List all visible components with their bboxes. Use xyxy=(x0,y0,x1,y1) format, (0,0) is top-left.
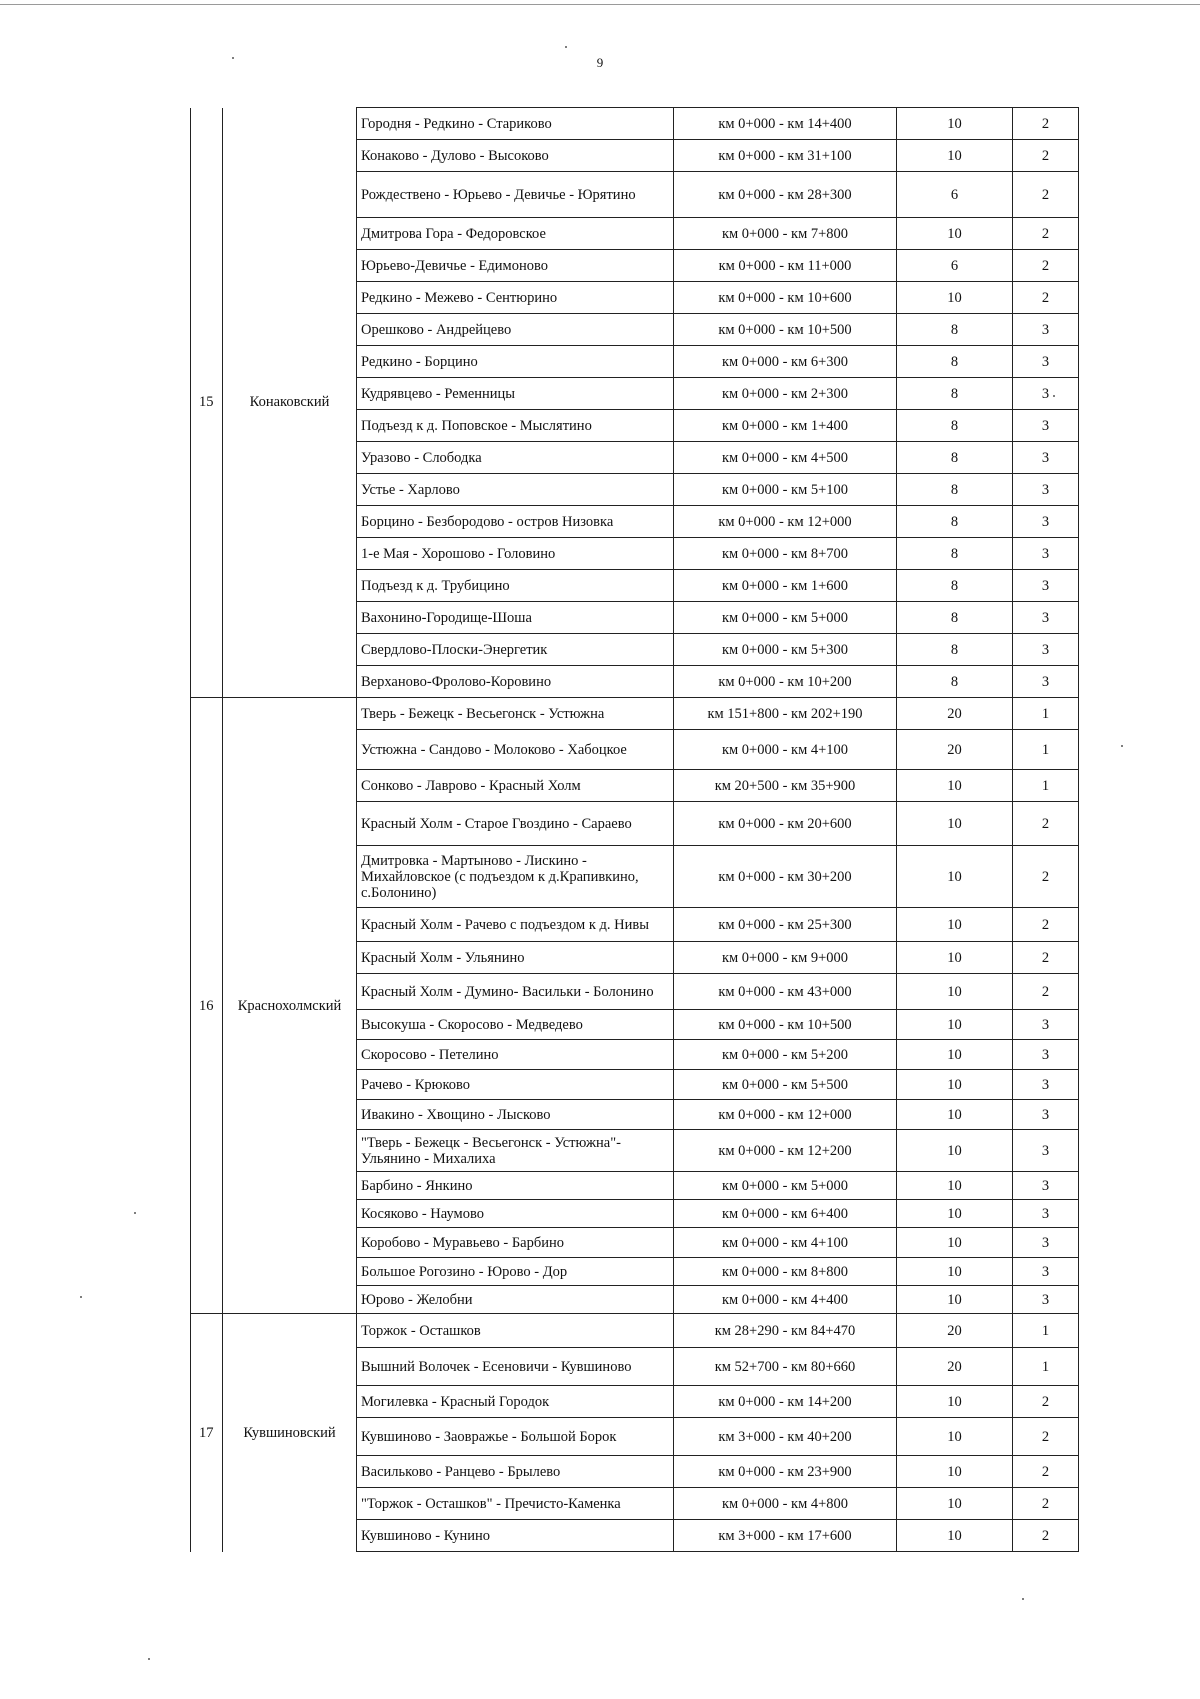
scan-edge xyxy=(0,4,1200,5)
category-cell: 3 xyxy=(1013,314,1079,346)
width-cell: 10 xyxy=(897,1488,1013,1520)
category-cell: 2 xyxy=(1013,1520,1079,1552)
width-cell: 8 xyxy=(897,570,1013,602)
km-range-cell: км 0+000 - км 2+300 xyxy=(674,378,897,410)
road-name-cell: Торжок - Осташков xyxy=(357,1314,674,1348)
category-cell: 2 xyxy=(1013,1456,1079,1488)
page-number: 9 xyxy=(596,55,604,70)
km-range-cell: км 0+000 - км 4+500 xyxy=(674,442,897,474)
road-name-cell: Кувшиново - Заовражье - Большой Борок xyxy=(357,1418,674,1456)
road-name-cell: Дмитрова Гора - Федоровское xyxy=(357,218,674,250)
width-cell: 10 xyxy=(897,108,1013,140)
category-cell: 3 xyxy=(1013,1040,1079,1070)
category-cell: 2 xyxy=(1013,282,1079,314)
width-cell: 8 xyxy=(897,442,1013,474)
category-cell: 3 xyxy=(1013,474,1079,506)
km-range-cell: км 0+000 - км 5+000 xyxy=(674,602,897,634)
width-cell: 10 xyxy=(897,282,1013,314)
width-cell: 10 xyxy=(897,1258,1013,1286)
width-cell: 10 xyxy=(897,942,1013,974)
road-name-cell: Васильково - Ранцево - Брылево xyxy=(357,1456,674,1488)
category-cell: 3 xyxy=(1013,538,1079,570)
km-range-cell: км 0+000 - км 14+400 xyxy=(674,108,897,140)
km-range-cell: км 0+000 - км 12+000 xyxy=(674,506,897,538)
km-range-cell: км 0+000 - км 4+800 xyxy=(674,1488,897,1520)
road-name-cell: Подъезд к д. Трубицино xyxy=(357,570,674,602)
road-name-cell: Коробово - Муравьево - Барбино xyxy=(357,1228,674,1258)
scan-speck xyxy=(1121,745,1123,747)
scan-speck xyxy=(1053,395,1055,397)
km-range-cell: км 0+000 - км 10+200 xyxy=(674,666,897,698)
road-name-cell: "Торжок - Осташков" - Пречисто-Каменка xyxy=(357,1488,674,1520)
category-cell: 1 xyxy=(1013,1314,1079,1348)
road-name-cell: Редкино - Межево - Сентюрино xyxy=(357,282,674,314)
road-name-cell: Красный Холм - Рачево с подъездом к д. Нивы xyxy=(357,908,674,942)
road-name-cell: Юрово - Желобни xyxy=(357,1286,674,1314)
km-range-cell: км 0+000 - км 14+200 xyxy=(674,1386,897,1418)
category-cell: 2 xyxy=(1013,250,1079,282)
width-cell: 8 xyxy=(897,506,1013,538)
category-cell: 3 xyxy=(1013,1228,1079,1258)
category-cell: 3 xyxy=(1013,410,1079,442)
width-cell: 8 xyxy=(897,538,1013,570)
km-range-cell: км 0+000 - км 6+400 xyxy=(674,1200,897,1228)
road-name-cell: Конаково - Дулово - Высоково xyxy=(357,140,674,172)
category-cell: 1 xyxy=(1013,730,1079,770)
km-range-cell: км 0+000 - км 10+500 xyxy=(674,314,897,346)
road-name-cell: Большое Рогозино - Юрово - Дор xyxy=(357,1258,674,1286)
km-range-cell: км 151+800 - км 202+190 xyxy=(674,698,897,730)
category-cell: 3 xyxy=(1013,506,1079,538)
road-name-cell: Тверь - Бежецк - Весьегонск - Устюжна xyxy=(357,698,674,730)
scan-speck xyxy=(1022,1598,1024,1600)
width-cell: 8 xyxy=(897,314,1013,346)
width-cell: 10 xyxy=(897,1130,1013,1172)
km-range-cell: км 0+000 - км 4+100 xyxy=(674,730,897,770)
km-range-cell: км 0+000 - км 23+900 xyxy=(674,1456,897,1488)
category-cell: 2 xyxy=(1013,108,1079,140)
km-range-cell: км 0+000 - км 7+800 xyxy=(674,218,897,250)
road-name-cell: Высокуша - Скоросово - Медведево xyxy=(357,1010,674,1040)
road-name-cell: Барбино - Янкино xyxy=(357,1172,674,1200)
category-cell: 3 xyxy=(1013,570,1079,602)
category-cell: 2 xyxy=(1013,218,1079,250)
category-cell: 2 xyxy=(1013,1386,1079,1418)
road-name-cell: Кудрявцево - Ременницы xyxy=(357,378,674,410)
scan-speck xyxy=(232,57,234,59)
district-number-cell: 15 xyxy=(191,108,223,698)
road-name-cell: Устье - Харлово xyxy=(357,474,674,506)
category-cell: 3 xyxy=(1013,666,1079,698)
road-name-cell: Вахонино-Городище-Шоша xyxy=(357,602,674,634)
width-cell: 10 xyxy=(897,1200,1013,1228)
km-range-cell: км 0+000 - км 1+600 xyxy=(674,570,897,602)
km-range-cell: км 0+000 - км 12+200 xyxy=(674,1130,897,1172)
width-cell: 10 xyxy=(897,1386,1013,1418)
km-range-cell: км 0+000 - км 5+500 xyxy=(674,1070,897,1100)
road-name-cell: Скоросово - Петелино xyxy=(357,1040,674,1070)
category-cell: 1 xyxy=(1013,698,1079,730)
km-range-cell: км 0+000 - км 12+000 xyxy=(674,1100,897,1130)
category-cell: 3 xyxy=(1013,1172,1079,1200)
width-cell: 10 xyxy=(897,1070,1013,1100)
category-cell: 2 xyxy=(1013,172,1079,218)
km-range-cell: км 0+000 - км 43+000 xyxy=(674,974,897,1010)
km-range-cell: км 52+700 - км 80+660 xyxy=(674,1348,897,1386)
table-row xyxy=(191,1314,1079,1348)
km-range-cell: км 0+000 - км 5+200 xyxy=(674,1040,897,1070)
category-cell: 1 xyxy=(1013,1348,1079,1386)
category-cell: 3 xyxy=(1013,1286,1079,1314)
category-cell: 3 xyxy=(1013,346,1079,378)
scan-speck xyxy=(134,1212,136,1214)
width-cell: 8 xyxy=(897,410,1013,442)
scan-speck xyxy=(148,1658,150,1660)
district-number-cell: 16 xyxy=(191,698,223,1314)
road-name-cell: Устюжна - Сандово - Молоково - Хабоцкое xyxy=(357,730,674,770)
category-cell: 2 xyxy=(1013,802,1079,846)
road-name-cell: Красный Холм - Старое Гвоздино - Сараево xyxy=(357,802,674,846)
road-name-cell: Могилевка - Красный Городок xyxy=(357,1386,674,1418)
width-cell: 10 xyxy=(897,1456,1013,1488)
width-cell: 10 xyxy=(897,1520,1013,1552)
table-row xyxy=(191,698,1079,730)
km-range-cell: км 0+000 - км 5+300 xyxy=(674,634,897,666)
km-range-cell: км 0+000 - км 6+300 xyxy=(674,346,897,378)
district-name-cell: Кувшиновский xyxy=(223,1314,357,1552)
road-name-cell: Косяково - Наумово xyxy=(357,1200,674,1228)
table-row xyxy=(191,108,1079,140)
road-name-cell: Красный Холм - Ульянино xyxy=(357,942,674,974)
width-cell: 8 xyxy=(897,602,1013,634)
category-cell: 3 xyxy=(1013,1258,1079,1286)
km-range-cell: км 0+000 - км 8+700 xyxy=(674,538,897,570)
width-cell: 10 xyxy=(897,974,1013,1010)
km-range-cell: км 0+000 - км 30+200 xyxy=(674,846,897,908)
category-cell: 3 xyxy=(1013,442,1079,474)
category-cell: 3 xyxy=(1013,1130,1079,1172)
road-name-cell: Сонково - Лаврово - Красный Холм xyxy=(357,770,674,802)
category-cell: 1 xyxy=(1013,770,1079,802)
width-cell: 8 xyxy=(897,346,1013,378)
roads-table xyxy=(190,107,1079,1552)
width-cell: 10 xyxy=(897,1286,1013,1314)
width-cell: 10 xyxy=(897,1228,1013,1258)
km-range-cell: км 0+000 - км 31+100 xyxy=(674,140,897,172)
width-cell: 10 xyxy=(897,140,1013,172)
road-name-cell: Верханово-Фролово-Коровино xyxy=(357,666,674,698)
km-range-cell: км 0+000 - км 20+600 xyxy=(674,802,897,846)
km-range-cell: км 0+000 - км 8+800 xyxy=(674,1258,897,1286)
km-range-cell: км 3+000 - км 40+200 xyxy=(674,1418,897,1456)
category-cell: 3 xyxy=(1013,378,1079,410)
width-cell: 10 xyxy=(897,1172,1013,1200)
width-cell: 10 xyxy=(897,1418,1013,1456)
category-cell: 3 xyxy=(1013,1010,1079,1040)
category-cell: 3 xyxy=(1013,1100,1079,1130)
road-name-cell: Свердлово-Плоски-Энергетик xyxy=(357,634,674,666)
km-range-cell: км 28+290 - км 84+470 xyxy=(674,1314,897,1348)
km-range-cell: км 0+000 - км 28+300 xyxy=(674,172,897,218)
roads-table-body xyxy=(191,108,1079,1552)
width-cell: 6 xyxy=(897,250,1013,282)
width-cell: 10 xyxy=(897,770,1013,802)
road-name-cell: 1-е Мая - Хорошово - Головино xyxy=(357,538,674,570)
width-cell: 8 xyxy=(897,634,1013,666)
width-cell: 8 xyxy=(897,666,1013,698)
width-cell: 10 xyxy=(897,846,1013,908)
km-range-cell: км 0+000 - км 5+000 xyxy=(674,1172,897,1200)
district-name-cell: Краснохолмский xyxy=(223,698,357,1314)
km-range-cell: км 0+000 - км 10+500 xyxy=(674,1010,897,1040)
category-cell: 3 xyxy=(1013,634,1079,666)
district-number-cell: 17 xyxy=(191,1314,223,1552)
width-cell: 20 xyxy=(897,1314,1013,1348)
km-range-cell: км 0+000 - км 25+300 xyxy=(674,908,897,942)
road-name-cell: Дмитровка - Мартыново - Лискино - Михайловское (с подъездом к д.Крапивкино, с.Болонино) xyxy=(357,846,674,908)
width-cell: 20 xyxy=(897,1348,1013,1386)
district-name-cell: Конаковский xyxy=(223,108,357,698)
width-cell: 10 xyxy=(897,1040,1013,1070)
width-cell: 10 xyxy=(897,908,1013,942)
km-range-cell: км 0+000 - км 9+000 xyxy=(674,942,897,974)
road-name-cell: Уразово - Слободка xyxy=(357,442,674,474)
category-cell: 3 xyxy=(1013,602,1079,634)
km-range-cell: км 0+000 - км 10+600 xyxy=(674,282,897,314)
scan-speck xyxy=(80,1296,82,1298)
width-cell: 8 xyxy=(897,474,1013,506)
category-cell: 3 xyxy=(1013,1070,1079,1100)
road-name-cell: Красный Холм - Думино- Васильки - Болонино xyxy=(357,974,674,1010)
road-name-cell: Городня - Редкино - Стариково xyxy=(357,108,674,140)
km-range-cell: км 0+000 - км 1+400 xyxy=(674,410,897,442)
km-range-cell: км 20+500 - км 35+900 xyxy=(674,770,897,802)
road-name-cell: Ивакино - Хвощино - Лысково xyxy=(357,1100,674,1130)
km-range-cell: км 0+000 - км 4+400 xyxy=(674,1286,897,1314)
road-name-cell: "Тверь - Бежецк - Весьегонск - Устюжна"- Ульянино - Михалиха xyxy=(357,1130,674,1172)
road-name-cell: Борцино - Безбородово - остров Низовка xyxy=(357,506,674,538)
road-name-cell: Вышний Волочек - Есеновичи - Кувшиново xyxy=(357,1348,674,1386)
road-name-cell: Редкино - Борцино xyxy=(357,346,674,378)
width-cell: 6 xyxy=(897,172,1013,218)
category-cell: 2 xyxy=(1013,1488,1079,1520)
category-cell: 3 xyxy=(1013,1200,1079,1228)
category-cell: 2 xyxy=(1013,140,1079,172)
km-range-cell: км 0+000 - км 5+100 xyxy=(674,474,897,506)
category-cell: 2 xyxy=(1013,846,1079,908)
road-name-cell: Орешково - Андрейцево xyxy=(357,314,674,346)
km-range-cell: км 0+000 - км 11+000 xyxy=(674,250,897,282)
category-cell: 2 xyxy=(1013,974,1079,1010)
km-range-cell: км 3+000 - км 17+600 xyxy=(674,1520,897,1552)
category-cell: 2 xyxy=(1013,908,1079,942)
road-name-cell: Кувшиново - Кунино xyxy=(357,1520,674,1552)
road-name-cell: Юрьево-Девичье - Едимоново xyxy=(357,250,674,282)
width-cell: 8 xyxy=(897,378,1013,410)
km-range-cell: км 0+000 - км 4+100 xyxy=(674,1228,897,1258)
width-cell: 10 xyxy=(897,218,1013,250)
road-name-cell: Рождествено - Юрьево - Девичье - Юрятино xyxy=(357,172,674,218)
scan-speck xyxy=(565,46,567,48)
category-cell: 2 xyxy=(1013,1418,1079,1456)
road-name-cell: Рачево - Крюково xyxy=(357,1070,674,1100)
road-name-cell: Подъезд к д. Поповское - Мыслятино xyxy=(357,410,674,442)
category-cell: 2 xyxy=(1013,942,1079,974)
width-cell: 10 xyxy=(897,1010,1013,1040)
width-cell: 20 xyxy=(897,698,1013,730)
width-cell: 20 xyxy=(897,730,1013,770)
width-cell: 10 xyxy=(897,802,1013,846)
width-cell: 10 xyxy=(897,1100,1013,1130)
